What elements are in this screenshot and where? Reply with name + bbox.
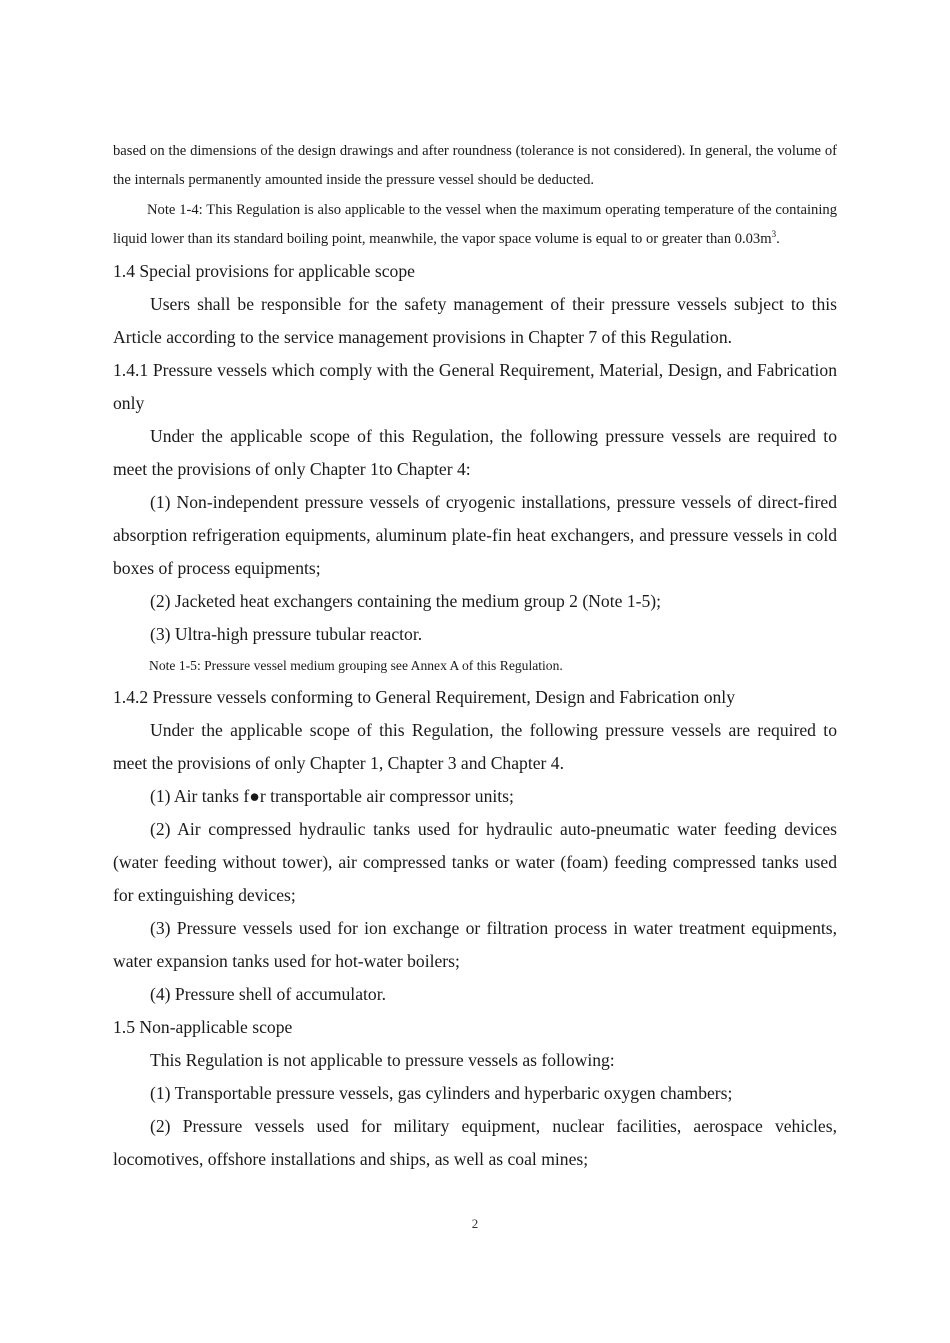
heading-1-5: 1.5 Non-applicable scope <box>113 1017 293 1037</box>
heading-1-4: 1.4 Special provisions for applicable scope <box>113 261 415 281</box>
list-item-1-4-2-1: (1) Air tanks f●r transportable air compressor units; <box>150 786 514 806</box>
list-item-1-4-2-4: (4) Pressure shell of accumulator. <box>150 984 386 1004</box>
note-1-5: Note 1-5: Pressure vessel medium grouping see Annex A of this Regulation. <box>149 658 563 673</box>
list-item-1-4-2-2: (2) Air compressed hydraulic tanks used for hydraulic auto-pneumatic water feeding devices (water feeding without tower), air compressed tanks or water (foam) feeding compressed tanks used for extinguishing devices; <box>113 819 837 905</box>
note-1-4-superscript: 3 <box>771 228 777 239</box>
paragraph-1-4-1-intro: Under the applicable scope of this Regulation, the following pressure vessels are required to meet the provisions of only Chapter 1to Chapter 4: <box>113 426 837 479</box>
paragraph-1-4-2-intro: Under the applicable scope of this Regulation, the following pressure vessels are required to meet the provisions of only Chapter 1, Chapter 3 and Chapter 4. <box>113 720 837 773</box>
page-number: 2 <box>471 1216 479 1231</box>
document-page <box>113 137 837 1176</box>
paragraph-users-responsibility: Users shall be responsible for the safety management of their pressure vessels subject to this Article according to the service management provisions in Chapter 7 of this Regulation. <box>113 294 837 347</box>
heading-1-4-2: 1.4.2 Pressure vessels conforming to General Requirement, Design and Fabrication only <box>113 687 735 707</box>
list-item-1-4-1-3: (3) Ultra-high pressure tubular reactor. <box>150 624 423 644</box>
paragraph-1-5-intro: This Regulation is not applicable to pressure vessels as following: <box>150 1050 615 1070</box>
list-item-1-4-2-3: (3) Pressure vessels used for ion exchange or filtration process in water treatment equipments, water expansion tanks used for hot-water boilers; <box>113 918 837 971</box>
heading-1-4-1: 1.4.1 Pressure vessels which comply with the General Requirement, Material, Design, and Fabrication only <box>113 360 837 413</box>
paragraph-volume-calculation: based on the dimensions of the design drawings and after roundness (tolerance is not considered). In general, the volume of the internals permanently amounted inside the pressure vessel should be deducted. <box>113 143 837 188</box>
note-1-4-text: Note 1-4: This Regulation is also applicable to the vessel when the maximum operating temperature of the containing liquid lower than its standard boiling point, meanwhile, the vapor space volume is equal to or greater than 0.03m <box>113 202 837 247</box>
note-1-4 <box>113 196 837 253</box>
list-item-1-4-1-1: (1) Non-independent pressure vessels of cryogenic installations, pressure vessels of direct-fired absorption refrigeration equipments, aluminum plate-fin heat exchangers, and pressure vessels in cold boxes of process equipments; <box>113 492 837 578</box>
note-1-4-period: . <box>776 230 780 247</box>
list-item-1-5-2: (2) Pressure vessels used for military equipment, nuclear facilities, aerospace vehicles, locomotives, offshore installations and ships, as well as coal mines; <box>113 1116 837 1169</box>
list-item-1-5-1: (1) Transportable pressure vessels, gas cylinders and hyperbaric oxygen chambers; <box>150 1083 733 1103</box>
list-item-1-4-1-2: (2) Jacketed heat exchangers containing the medium group 2 (Note 1-5); <box>150 591 662 611</box>
